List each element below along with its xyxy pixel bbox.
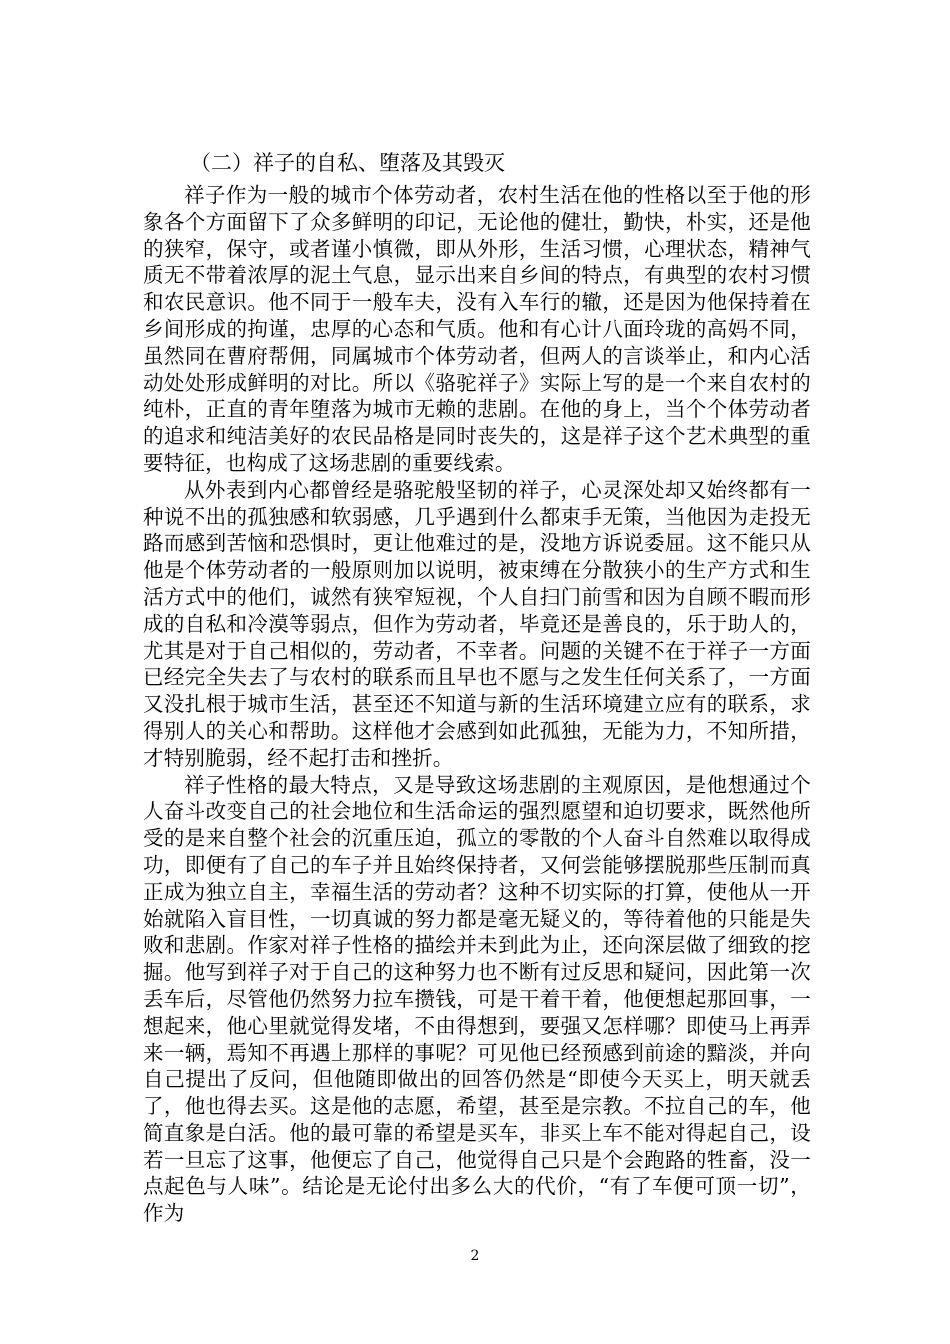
section-heading: （二）祥子的自私、堕落及其毁灭	[190, 151, 505, 175]
paragraph-3: 祥子性格的最大特点，又是导致这场悲剧的主观原因，是他想通过个人奋斗改变自己的社会地位和生活命运的强烈愿望和迫切要求，既然他所受的是来自整个社会的沉重压迫，孤立的零散的个人奋斗自然难以取得成功，即便有了自己的车子并且始终保持者，又何尝能够摆脱那些压制而真正成为独立自主，幸福生活的劳动者？这种不切实际的打算，使他从一开始就陷入盲目性，一切真诚的努力都是毫无疑义的，等待着他的只能是失败和悲剧。作家对祥子性格的描绘并未到此为止，还向深层做了细致的挖掘。他写到祥子对于自己的这种努力也不断有过反思和疑问，因此第一次丢车后，尽管他仍然努力拉车攒钱，可是干着干着，他便想起那回事，一想起来，他心里就觉得发堵，不由得想到，要强又怎样哪？即使马上再弄来一辆，焉知不再遇上那样的事呢？可见他已经预感到前途的黯淡，并向自己提出了反问，但他随即做出的回答仍然是“即使今天买上，明天就丢了，他也得去买。这是他的志愿，希望，甚至是宗教。不拉自己的车，他简直象是白活。他的最可靠的希望是买车，非买上车不能对得起自己，设若一旦忘了这事，他便忘了自己，他觉得自己只是个会跑路的牲畜，没一点起色与人味”。结论是无论付出多么大的代价，“有了车便可顶一切”，作为	[143, 772, 811, 1226]
body-text	[143, 182, 811, 1227]
paragraph-1: 祥子作为一般的城市个体劳动者，农村生活在他的性格以至于他的形象各个方面留下了众多鲜明的印记，无论他的健壮，勤快，朴实，还是他的狭窄，保守，或者谨小慎微，即从外形，生活习惯，心理状态，精神气质无不带着浓厚的泥土气息，显示出来自乡间的特点，有典型的农村习惯和农民意识。他不同于一般车夫，没有入车行的辙，还是因为他保持着在乡间形成的拘谨，忠厚的心态和气质。他和有心计八面玲珑的高妈不同，虽然同在曹府帮佣，同属城市个体劳动者，但两人的言谈举止，和内心活动处处形成鲜明的对比。所以《骆驼祥子》实际上写的是一个来自农村的纯朴，正直的青年堕落为城市无赖的悲剧。在他的身上，当个个体劳动者的追求和纯洁美好的农民品格是同时丧失的，这是祥子这个艺术典型的重要特征，也构成了这场悲剧的重要线索。	[143, 183, 811, 475]
paragraph-2: 从外表到内心都曾经是骆驼般坚韧的祥子，心灵深处却又始终都有一种说不出的孤独感和软弱感，几乎遇到什么都束手无策，当他因为走投无路而感到苦恼和恐惧时，更让他难过的是，没地方诉说委屈。这不能只从他是个体劳动者的一般原则加以说明，被束缚在分散狭小的生产方式和生活方式中的他们，诚然有狭窄短视，个人自扫门前雪和因为自顾不暇而形成的自私和冷漠等弱点，但作为劳动者，毕竟还是善良的，乐于助人的，尤其是对于自己相似的，劳动者，不幸者。问题的关键不在于祥子一方面已经完全失去了与农村的联系而且早也不愿与之发生任何关系了，一方面又没扎根于城市生活，甚至还不知道与新的生活环境建立应有的联系，求得别人的关心和帮助。这样他才会感到如此孤独，无能为力，不知所措，才特别脆弱，经不起打击和挫折。	[143, 477, 811, 770]
page-number: 2	[470, 1248, 480, 1264]
